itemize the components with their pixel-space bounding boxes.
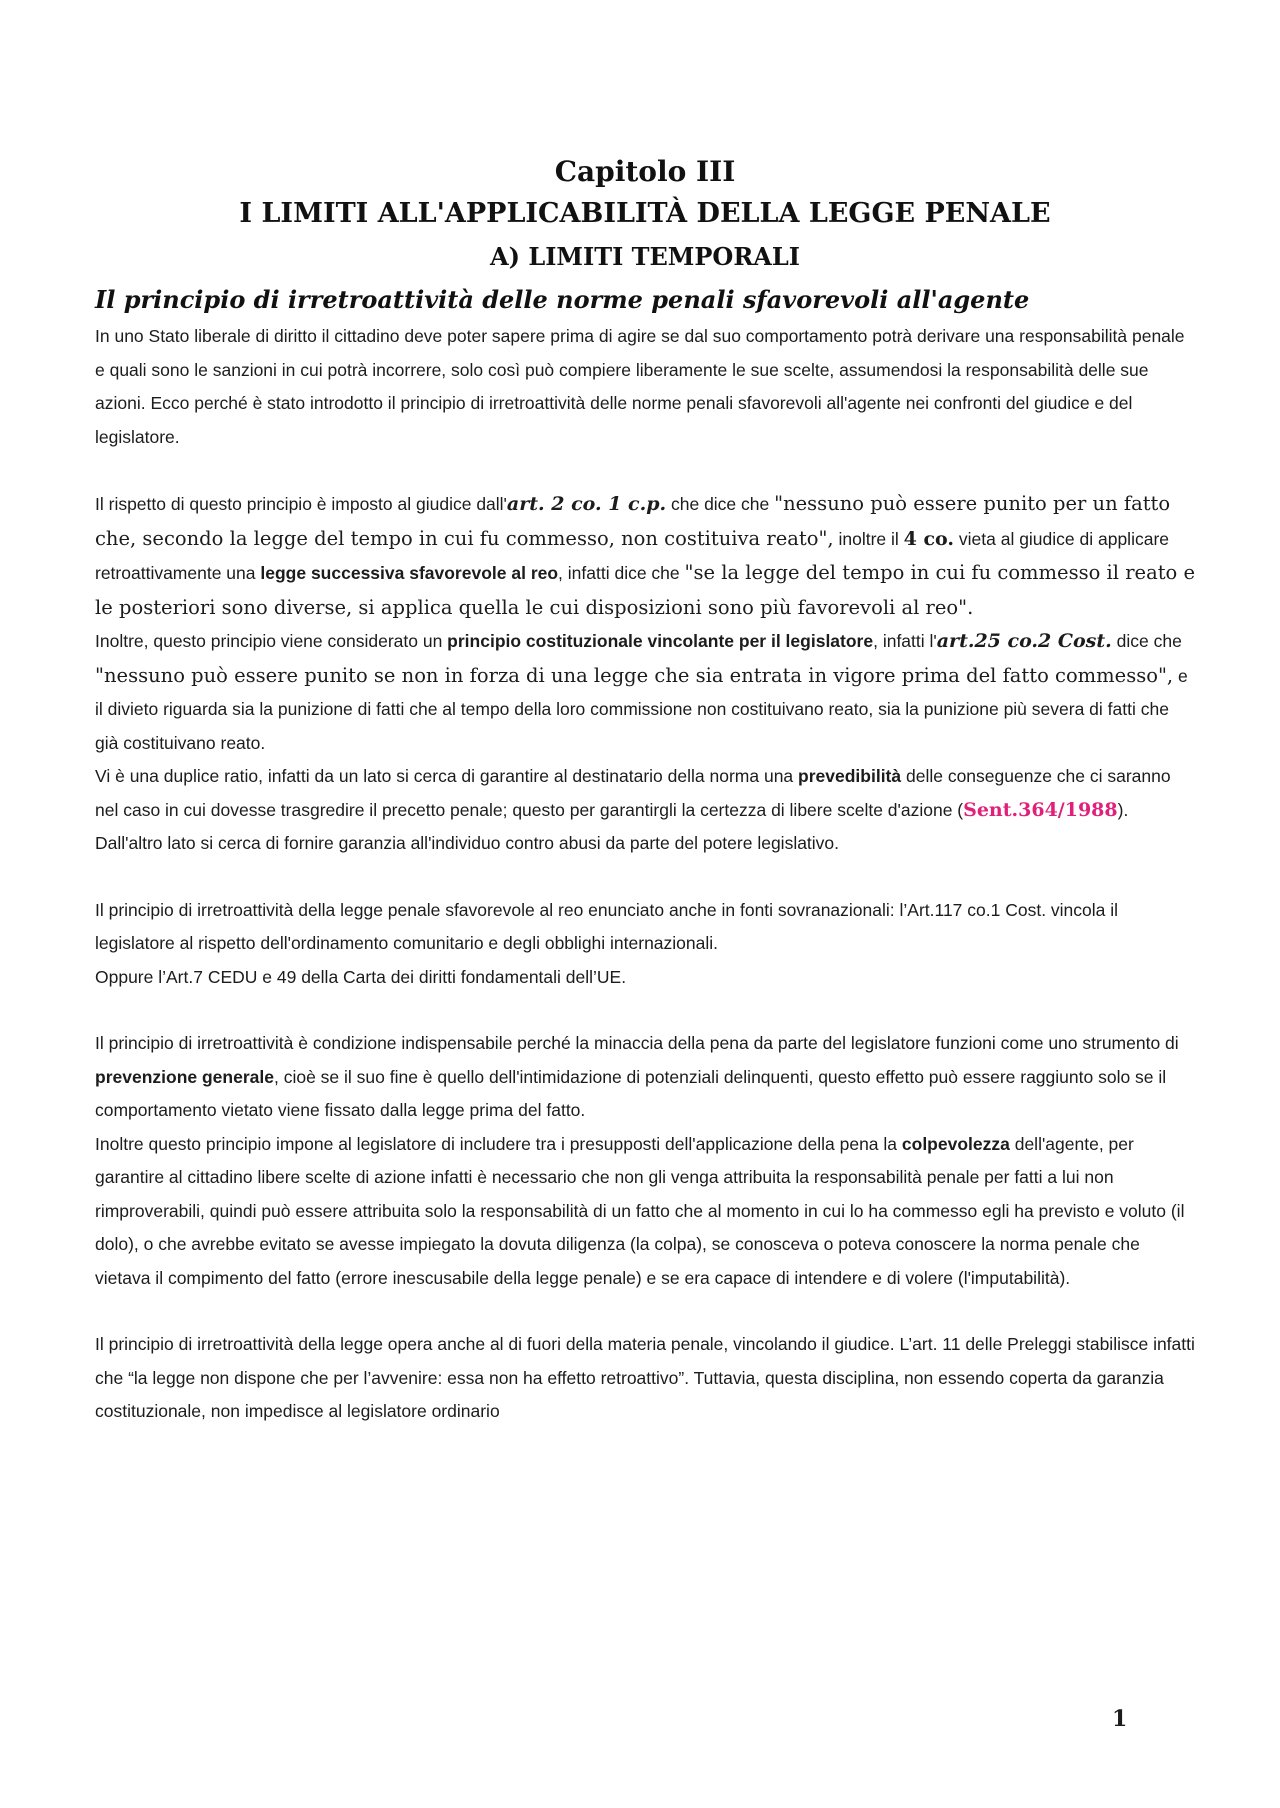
paragraph-intro: In uno Stato liberale di diritto il cittadino deve poter sapere prima di agire se dal suo comportamento potrà derivare una responsabilità penale e quali sono le sanzioni in cui potrà incorrere, solo così può compiere liberamente le sue scelte, assumendosi la responsabilità delle sue azioni. Ecco perché è stato introdotto il principio di irretroattività delle norme penali sfavorevoli all'agente nei confronti del giudice e del legislatore.: [95, 326, 1185, 447]
text: , cioè se il suo fine è quello dell'intimidazione di potenziali delinquenti, questo effetto può essere raggiunto solo se il comportamento vietato viene fissato dalla legge prima del fatto.: [95, 1066, 1167, 1120]
section-heading: A) LIMITI TEMPORALI: [489, 242, 800, 271]
text: inoltre il: [833, 528, 904, 549]
spacer: [95, 454, 1195, 487]
article-reference: art.25 co.2 Cost.: [936, 630, 1112, 652]
text: , infatti dice che: [558, 563, 685, 583]
paragraph-culpability: [95, 1128, 1195, 1296]
text: ). Dall'altro lato si cerca di fornire garanzia all'individuo contro abusi da parte del potere legislativo.: [95, 799, 1129, 853]
chapter-title: I LIMITI ALL'APPLICABILITÀ DELLA LEGGE PENALE: [239, 198, 1051, 229]
quotation: "se la legge del tempo in cui fu commesso il reato e le posteriori sono diverse, si applica quella le cui disposizioni sono più favorevoli al reo".: [95, 561, 1196, 619]
paragraph-supranational: Il principio di irretroattività della legge penale sfavorevole al reo enunciato anche in fonti sovranazionali: l’Art.117 co.1 Cost. vincola il legislatore al rispetto dell'ordinamento comunitario e degli obblighi internazionali.: [95, 899, 1119, 953]
text: che dice che: [666, 494, 775, 514]
text: delle conseguenze che ci saranno nel caso in cui dovesse trasgredire il precetto penale; questo per garantirgli la certezza di libere scelte d'azione (: [95, 766, 1171, 820]
text: , infatti l': [873, 631, 937, 651]
sentence-reference: Sent.364/1988: [963, 798, 1118, 821]
paragraph-preleggi: Il principio di irretroattività della legge opera anche al di fuori della materia penale, vincolando il giudice. L’art. 11 delle Preleggi stabilisce infatti che “la legge non dispone che per l’avvenire: essa non ha effetto retroattivo”. Tuttavia, questa disciplina, non essendo coperta da garanzia costituzionale, non impedisce al legislatore ordinario: [95, 1334, 1195, 1421]
quotation: "nessuno può essere punito per un fatto che, secondo la legge del tempo in cui fu commesso, non costituiva reato",: [95, 492, 1171, 550]
subsection-heading: Il principio di irretroattività delle norme penali sfavorevoli all'agente: [95, 285, 1030, 314]
paragraph-ratio: [95, 760, 1195, 861]
bold-term: prevedibilità: [798, 766, 902, 786]
paragraph-cedu: Oppure l’Art.7 CEDU e 49 della Carta dei diritti fondamentali dell’UE.: [95, 966, 627, 987]
text: dell'agente, per garantire al cittadino libere scelte di azione infatti è necessario che non gli venga attribuita la responsabilità penale per fatti a lui non rimproverabili, quindi può essere attribuita solo la responsabilità di un fatto che al momento in cui lo ha commesso egli ha previsto e voluto (il dolo), o che avrebbe evitato se avesse impiegato la dovuta diligenza (la colpa), se conosceva o poteva conoscere la norma penale che vietava il compimento del fatto (errore inescusabile della legge penale) e se era capace di intendere e di volere (l'imputabilità).: [95, 1133, 1185, 1288]
bold-term: principio costituzionale vincolante per il legislatore: [447, 631, 874, 651]
page-number: 1: [1112, 1706, 1128, 1732]
text: vieta al giudice di applicare retroattivamente una: [95, 528, 1170, 583]
text: dice che: [1111, 631, 1182, 651]
comma-reference: 4 co.: [903, 527, 955, 550]
chapter-heading: Capitolo III: [554, 155, 736, 188]
bold-term: legge successiva sfavorevole al reo: [260, 563, 559, 583]
bold-term: colpevolezza: [901, 1133, 1010, 1154]
text: Il rispetto di questo principio è imposto al giudice dall': [95, 494, 507, 514]
text: Inoltre questo principio impone al legislatore di includere tra i presupposti dell'applicazione della pena la: [95, 1133, 902, 1154]
paragraph-prevention: [95, 1027, 1195, 1128]
paragraph-judge: [95, 487, 1195, 625]
spacer: [95, 861, 1195, 894]
spacer: [95, 1295, 1195, 1328]
article-reference: art. 2 co. 1 c.p.: [506, 493, 667, 515]
page-content: [95, 152, 1195, 1429]
bold-term: prevenzione generale: [95, 1066, 274, 1087]
text: Vi è una duplice ratio, infatti da un lato si cerca di garantire al destinatario della norma una: [95, 766, 799, 786]
paragraph-constitution: [95, 625, 1195, 760]
text: Inoltre, questo principio viene considerato un: [95, 631, 448, 651]
spacer: [95, 994, 1195, 1027]
title-block: [95, 152, 1195, 278]
quotation: "nessuno può essere punito se non in forza di una legge che sia entrata in vigore prima del fatto commesso",: [95, 663, 1174, 687]
text: Il principio di irretroattività è condizione indispensabile perché la minaccia della pena da parte del legislatore funzioni come uno strumento di: [95, 1033, 1179, 1053]
text: e il divieto riguarda sia la punizione di fatti che al tempo della loro commissione non costituivano reato, sia la punizione più severa di fatti che già costituivano reato.: [95, 665, 1188, 753]
